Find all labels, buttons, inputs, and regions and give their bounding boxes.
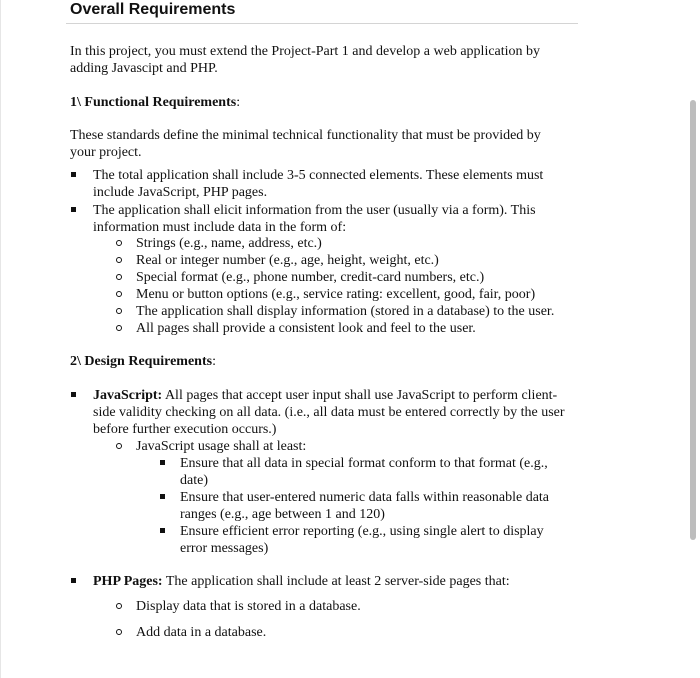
circle-bullet-icon	[116, 325, 122, 331]
bullet2-line-2: information must include data in the form of:	[93, 220, 347, 235]
php-text: The application shall include at least 2 server-side pages that:	[162, 574, 510, 589]
php-item-1: Display data that is stored in a database.	[136, 599, 361, 614]
circle-bullet-icon	[116, 443, 122, 449]
bullet1-line-1: The total application shall include 3-5 connected elements. These elements must	[93, 168, 544, 183]
section1-heading-text: 1\ Functional Requirements	[70, 95, 237, 110]
js-item-2-line-2: ranges (e.g., age between 1 and 120)	[180, 507, 385, 522]
title-divider	[66, 23, 578, 24]
js-line-3: before further execution occurs.)	[93, 422, 277, 437]
js-item-1-line-1: Ensure that all data in special format conform to that format (e.g.,	[180, 456, 548, 471]
sub-item: Menu or button options (e.g., service rating: excellent, good, fair, poor)	[136, 287, 536, 302]
bullet-square-icon	[160, 460, 165, 465]
bullet-square-icon	[160, 494, 165, 499]
sub-item: Special format (e.g., phone number, credit-card numbers, etc.)	[136, 270, 485, 285]
bullet-square-icon	[71, 172, 76, 177]
section2-heading-text: 2\ Design Requirements	[70, 354, 213, 369]
circle-bullet-icon	[116, 240, 122, 246]
section2-heading	[70, 353, 216, 370]
js-item-3-line-2: error messages)	[180, 541, 269, 556]
section2-heading-colon: :	[212, 354, 216, 369]
php-item-2: Add data in a database.	[136, 625, 267, 640]
intro-line-2: adding Javascipt and PHP.	[70, 61, 218, 76]
circle-bullet-icon	[116, 257, 122, 263]
bullet2-line-1: The application shall elicit information from the user (usually via a form). This	[93, 203, 536, 218]
section1-desc-line-1: These standards define the minimal technical functionality that must be provided by	[70, 128, 541, 143]
sub-item: Real or integer number (e.g., age, height, weight, etc.)	[136, 253, 439, 268]
js-label: JavaScript:	[93, 388, 163, 403]
js-item-1-line-2: date)	[180, 473, 208, 488]
sub-item: The application shall display information (stored in a database) to the user.	[136, 304, 555, 319]
circle-bullet-icon	[116, 274, 122, 280]
bullet-square-icon	[71, 578, 76, 583]
document-title: Overall Requirements	[70, 1, 236, 18]
vertical-scrollbar[interactable]	[690, 100, 696, 540]
sub-item: Strings (e.g., name, address, etc.)	[136, 236, 322, 251]
circle-bullet-icon	[116, 629, 122, 635]
bullet-square-icon	[71, 392, 76, 397]
circle-bullet-icon	[116, 291, 122, 297]
js-usage: JavaScript usage shall at least:	[136, 439, 307, 454]
section1-heading-colon: :	[236, 95, 241, 110]
js-line-1-text: All pages that accept user input shall use JavaScript to perform client-	[162, 388, 558, 403]
sub-item: All pages shall provide a consistent look and feel to the user.	[136, 321, 476, 336]
page-edge	[0, 0, 1, 678]
intro-line-1: In this project, you must extend the Project-Part 1 and develop a web application by	[70, 44, 541, 59]
section1-heading	[70, 94, 240, 111]
bullet1-line-2: include JavaScript, PHP pages.	[93, 185, 268, 200]
section1-desc-line-2: your project.	[70, 145, 142, 160]
js-item-3-line-1: Ensure efficient error reporting (e.g., using single alert to display	[180, 524, 544, 539]
js-line-2: side validity checking on all data. (i.e., all data must be entered correctly by the user	[93, 405, 565, 420]
bullet-square-icon	[160, 528, 165, 533]
php-line	[93, 573, 510, 590]
php-label: PHP Pages:	[93, 574, 163, 589]
circle-bullet-icon	[116, 308, 122, 314]
js-line-1	[93, 387, 557, 404]
bullet-square-icon	[71, 207, 76, 212]
circle-bullet-icon	[116, 603, 122, 609]
js-item-2-line-1: Ensure that user-entered numeric data falls within reasonable data	[180, 490, 550, 505]
